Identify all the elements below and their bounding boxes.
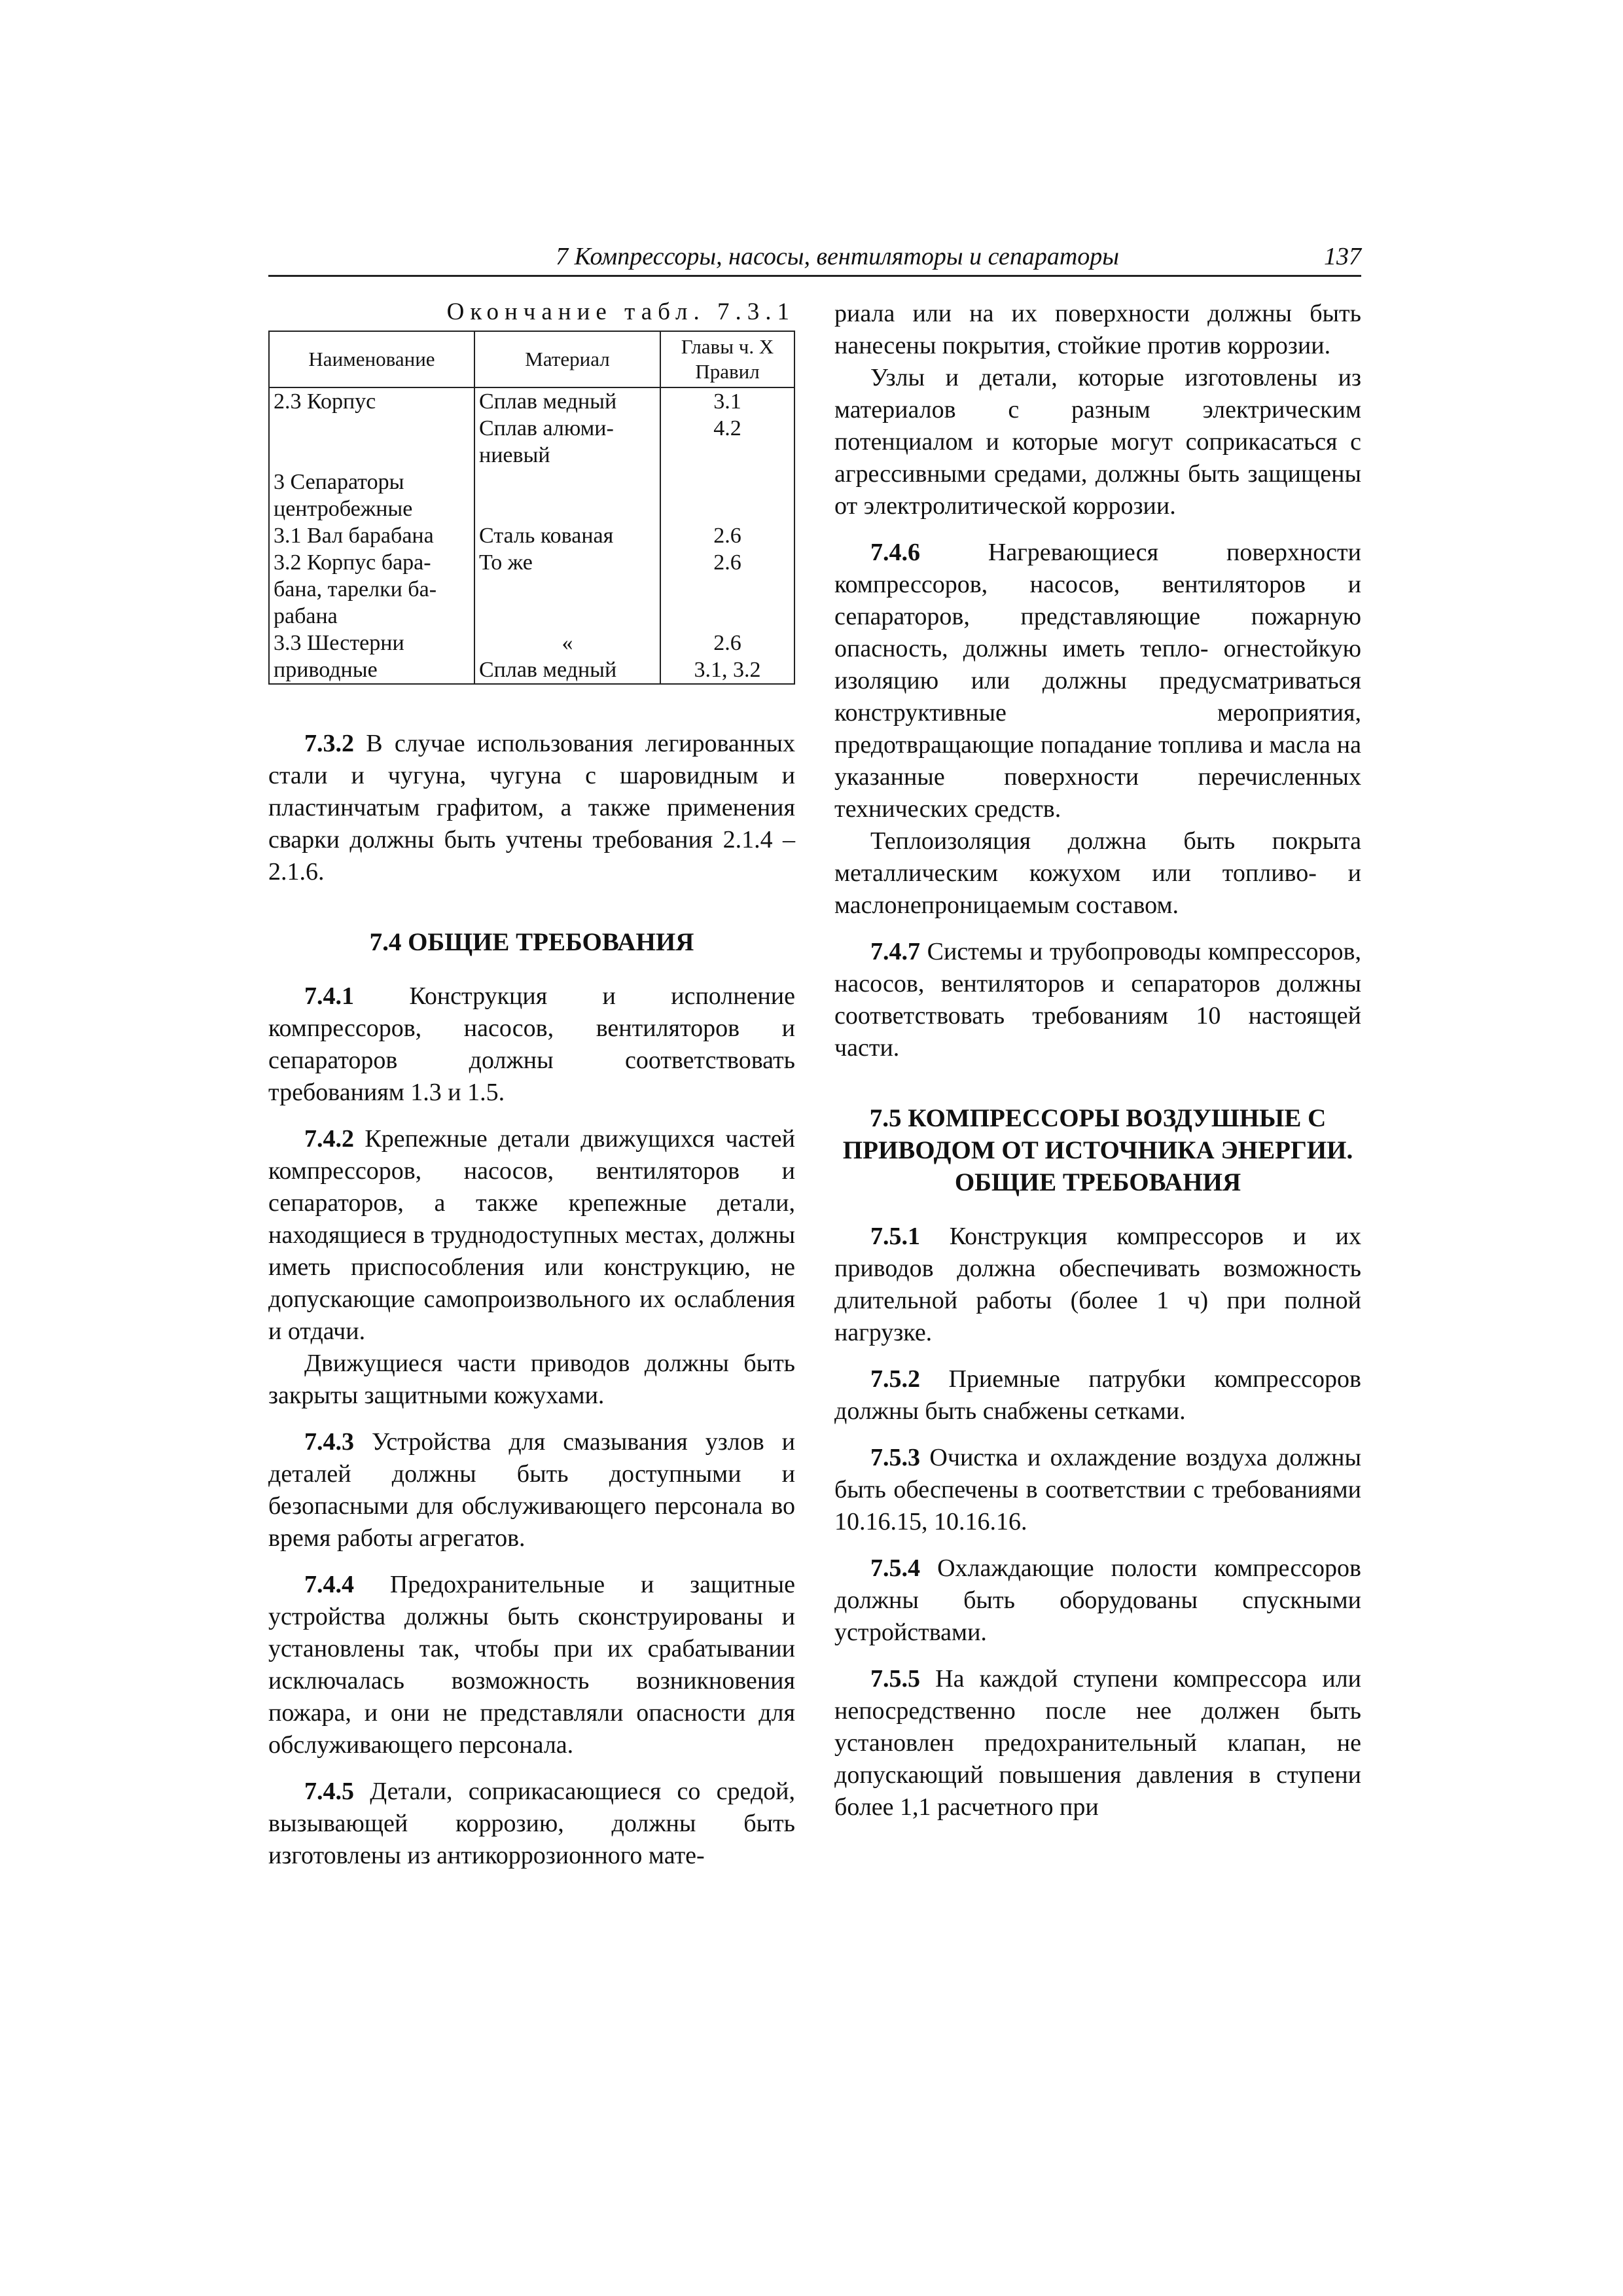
cell-chapters xyxy=(660,442,794,469)
cell-name xyxy=(269,442,474,469)
cell-material xyxy=(474,469,660,495)
paragraph-7-4-3 xyxy=(268,1426,795,1554)
table-row xyxy=(269,603,794,630)
cell-chapters xyxy=(660,469,794,495)
cell-name: 3 Сепараторы xyxy=(269,469,474,495)
cell-name: рабана xyxy=(269,603,474,630)
cell-name: 2.3 Корпус xyxy=(269,387,474,415)
column-header-chapters: Главы ч. X Правил xyxy=(660,331,794,387)
cell-material xyxy=(474,495,660,522)
cell-chapters: 2.6 xyxy=(660,630,794,656)
clause-number: 7.4.1 xyxy=(304,982,354,1010)
clause-number: 7.5.4 xyxy=(870,1554,920,1582)
cell-material: То же xyxy=(474,549,660,576)
paragraph-insulation: Теплоизоляция должна быть покрыта металлическим кожухом или топливо- и маслонепроницаемым составом. xyxy=(834,827,1361,919)
materials-table xyxy=(268,331,795,685)
paragraph-7-4-7 xyxy=(834,936,1361,1064)
clause-text: Очистка и охлаждение воздуха должны быть обеспечены в соответствии с требованиями 10.16.15, 10.16.16. xyxy=(834,1444,1361,1535)
cell-chapters: 2.6 xyxy=(660,522,794,549)
table-row xyxy=(269,415,794,442)
clause-text: Системы и трубопроводы компрессоров, насосов, вентиляторов и сепараторов должны соответствовать требованиям 10 настоящей части. xyxy=(834,938,1361,1062)
clause-text: Предохранительные и защитные устройства должны быть сконструированы и установлены так, чтобы при их срабатывании исключалась возможность возникновения пожара, и они не представляли опасности для обслуживающего персонала. xyxy=(268,1571,795,1759)
table-row xyxy=(269,576,794,603)
clause-number: 7.5.1 xyxy=(870,1223,920,1250)
clause-text: В случае использования легированных стали и чугуна, чугуна с шаровидным и пластинчатым графитом, а также применения сварки должны быть учтены требования 2.1.4 – 2.1.6. xyxy=(268,730,795,886)
paragraph-7-5-2 xyxy=(834,1363,1361,1427)
clause-text: Нагревающиеся поверхности компрессоров, насосов, вентиляторов и сепараторов, представляющие пожарную опасность, должны иметь тепло- огнестойкую изоляцию или должны предусматриваться конструктивные мероприятия, предотвращающие попадание топлива и масла на указанные поверхности перечисленных технических средств. xyxy=(834,539,1361,823)
cell-chapters xyxy=(660,576,794,603)
paragraph-7-5-4 xyxy=(834,1552,1361,1649)
running-title: 7 Компрессоры, насосы, вентиляторы и сепараторы xyxy=(556,243,1119,270)
paragraph-7-4-5 xyxy=(268,1776,795,1872)
table-row xyxy=(269,656,794,684)
clause-number: 7.4.6 xyxy=(870,539,920,566)
cell-material: ниевый xyxy=(474,442,660,469)
table-body xyxy=(269,387,794,684)
clause-number: 7.4.2 xyxy=(304,1125,354,1153)
paragraph-7-5-5 xyxy=(834,1663,1361,1823)
clause-text: Приемные патрубки компрессоров должны быть снабжены сетками. xyxy=(834,1365,1361,1425)
paragraph-7-4-5-continued: риала или на их поверхности должны быть нанесены покрытия, стойкие против коррозии. xyxy=(834,300,1361,359)
page-number: 137 xyxy=(1324,243,1361,270)
clause-number: 7.5.5 xyxy=(870,1665,920,1693)
paragraph-7-4-1 xyxy=(268,980,795,1109)
cell-chapters: 3.1, 3.2 xyxy=(660,656,794,684)
cell-material: Сплав алюми- xyxy=(474,415,660,442)
cell-chapters xyxy=(660,603,794,630)
left-column xyxy=(268,298,795,1886)
cell-name: 3.1 Вал барабана xyxy=(269,522,474,549)
cell-material xyxy=(474,603,660,630)
cell-chapters xyxy=(660,495,794,522)
clause-text: Крепежные детали движущихся частей компрессоров, насосов, вентиляторов и сепараторов, а также крепежные детали, находящиеся в труднодоступных местах, должны иметь приспособления или конструкцию, не допускающие самопроизвольного их ослабления и отдачи. xyxy=(268,1125,795,1345)
cell-chapters: 2.6 xyxy=(660,549,794,576)
paragraph-electrolytic-corrosion: Узлы и детали, которые изготовлены из материалов с разным электрическим потенциалом и которые могут соприкасаться с агрессивными средами, должны быть защищены от электролитической коррозии. xyxy=(834,364,1361,520)
cell-material: « xyxy=(474,630,660,656)
clause-text: На каждой ступени компрессора или непосредственно после нее должен быть установлен предохранительный клапан, не допускающий повышения давления в ступени более 1,1 расчетного при xyxy=(834,1665,1361,1821)
cell-name: 3.3 Шестерни xyxy=(269,630,474,656)
clause-number: 7.4.5 xyxy=(304,1778,354,1805)
cell-material: Сплав медный xyxy=(474,656,660,684)
table-caption: Окончание табл. 7.3.1 xyxy=(446,298,795,325)
table-header-row xyxy=(269,331,794,387)
table-row xyxy=(269,495,794,522)
cell-name xyxy=(269,415,474,442)
table-row xyxy=(269,549,794,576)
cell-name: 3.2 Корпус бара- xyxy=(269,549,474,576)
right-column xyxy=(834,298,1361,1838)
clause-number: 7.5.2 xyxy=(870,1365,920,1393)
clause-number: 7.3.2 xyxy=(304,730,354,757)
section-heading-7-4: 7.4 ОБЩИЕ ТРЕБОВАНИЯ xyxy=(369,928,694,956)
table-row xyxy=(269,630,794,656)
cell-material: Сплав медный xyxy=(474,387,660,415)
clause-text: Устройства для смазывания узлов и деталей должны быть доступными и безопасными для обслуживающего персонала во время работы агрегатов. xyxy=(268,1428,795,1552)
clause-text: Охлаждающие полости компрессоров должны быть оборудованы спускными устройствами. xyxy=(834,1554,1361,1646)
clause-number: 7.4.7 xyxy=(870,938,920,965)
column-header-name: Наименование xyxy=(269,331,474,387)
paragraph-7-4-4 xyxy=(268,1569,795,1761)
cell-name: бана, тарелки ба- xyxy=(269,576,474,603)
table-row xyxy=(269,442,794,469)
cell-chapters: 3.1 xyxy=(660,387,794,415)
cell-chapters: 4.2 xyxy=(660,415,794,442)
cell-material xyxy=(474,576,660,603)
paragraph-7-5-3 xyxy=(834,1442,1361,1538)
paragraph-7-4-6 xyxy=(834,537,1361,825)
clause-text: Детали, соприкасающиеся со средой, вызывающей коррозию, должны быть изготовлены из антикоррозионного мате- xyxy=(268,1778,795,1869)
cell-name: центробежные xyxy=(269,495,474,522)
paragraph-7-4-2 xyxy=(268,1123,795,1348)
table-row xyxy=(269,469,794,495)
clause-number: 7.4.3 xyxy=(304,1428,354,1456)
paragraph-7-3-2 xyxy=(268,728,795,888)
clause-text: Конструкция компрессоров и их приводов должна обеспечивать возможность длительной работы (более 1 ч) при полной нагрузке. xyxy=(834,1223,1361,1346)
paragraph-7-4-2-continued: Движущиеся части приводов должны быть закрыты защитными кожухами. xyxy=(268,1350,795,1409)
clause-text: Конструкция и исполнение компрессоров, насосов, вентиляторов и сепараторов должны соответствовать требованиям 1.3 и 1.5. xyxy=(268,982,795,1106)
paragraph-7-5-1 xyxy=(834,1221,1361,1349)
page-header xyxy=(268,241,1361,277)
clause-number: 7.5.3 xyxy=(870,1444,920,1471)
table-row xyxy=(269,387,794,415)
table-row xyxy=(269,522,794,549)
section-heading-7-5: 7.5 КОМПРЕССОРЫ ВОЗДУШНЫЕ С ПРИВОДОМ ОТ ИСТОЧНИКА ЭНЕРГИИ. ОБЩИЕ ТРЕБОВАНИЯ xyxy=(842,1104,1353,1196)
column-header-material: Материал xyxy=(474,331,660,387)
cell-name: приводные xyxy=(269,656,474,684)
clause-number: 7.4.4 xyxy=(304,1571,354,1598)
cell-material: Сталь кованая xyxy=(474,522,660,549)
